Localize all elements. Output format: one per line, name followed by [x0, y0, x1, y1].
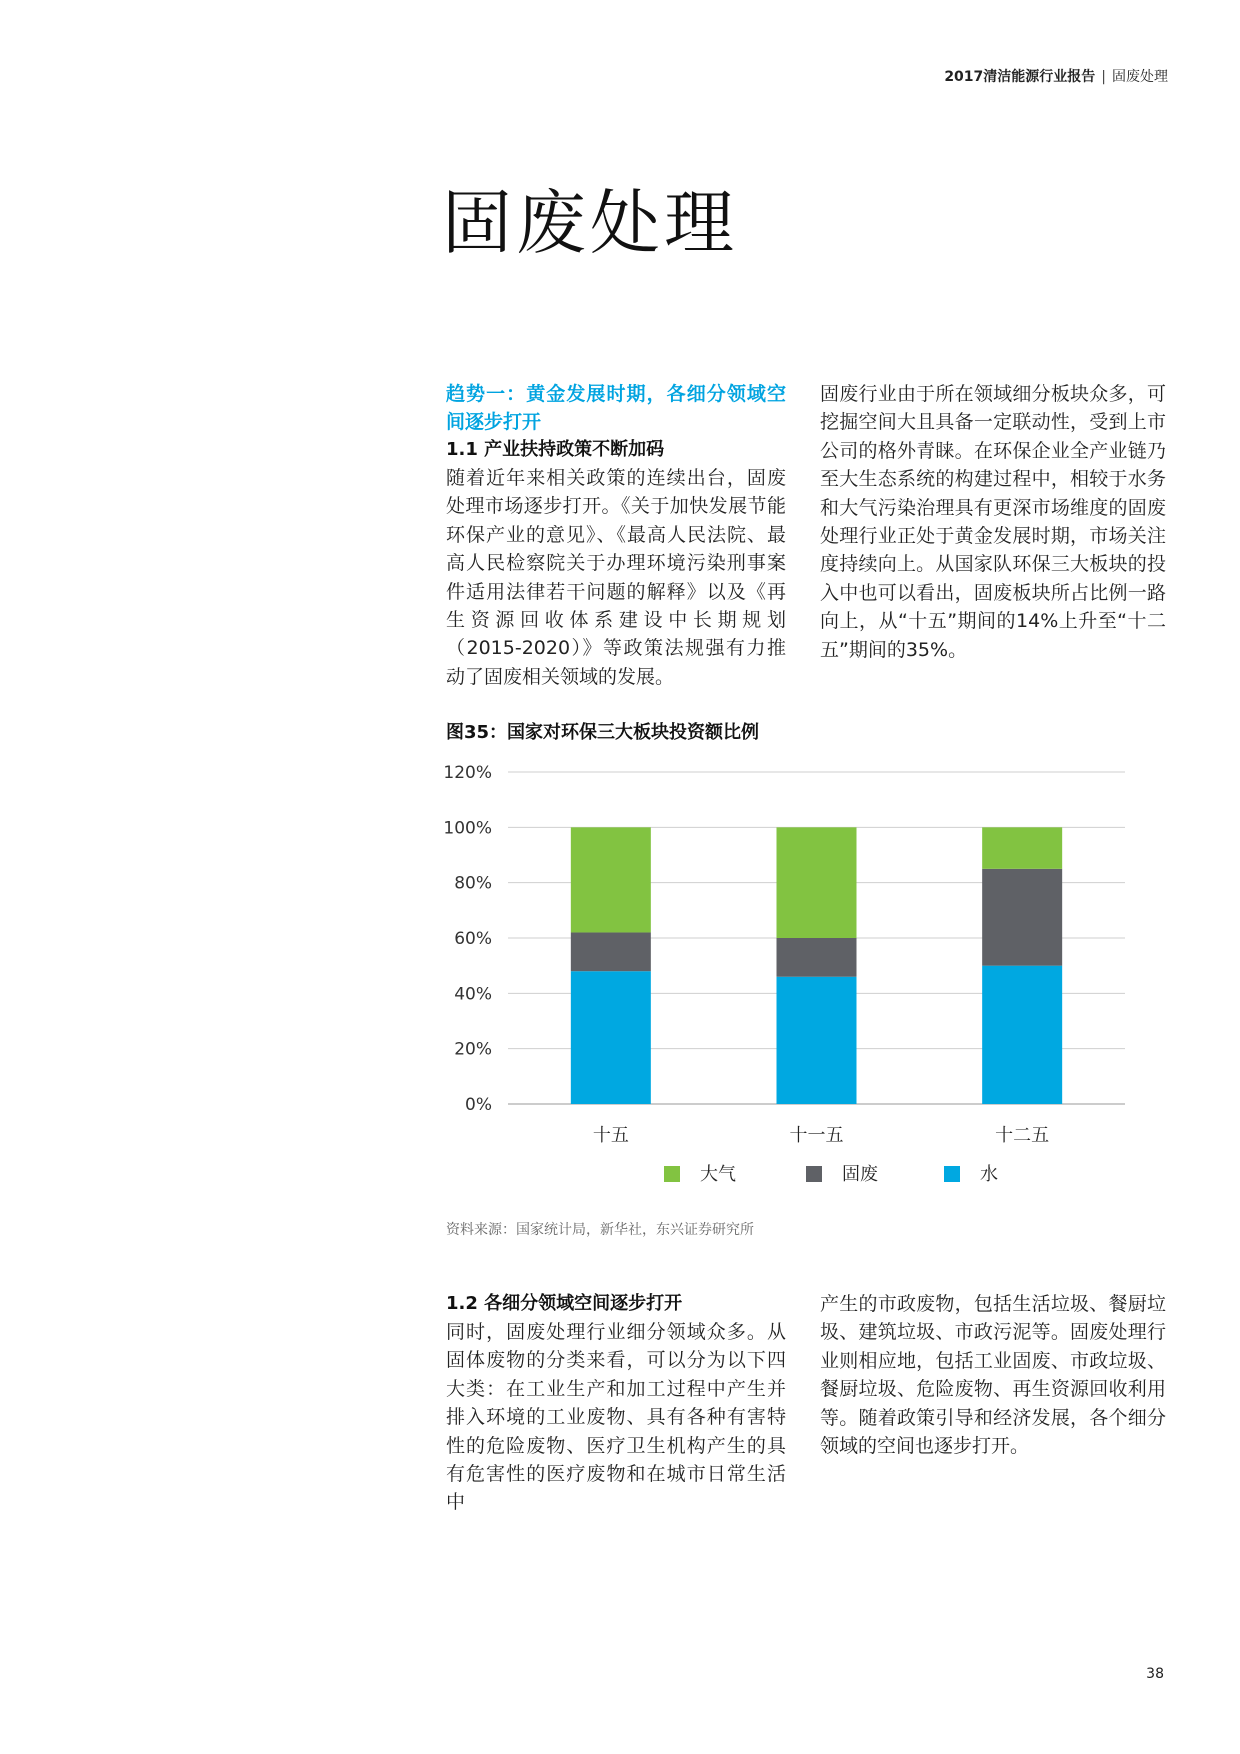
section2-paragraph-left: 同时，固废处理行业细分领域众多。从固体废物的分类来看，可以分为以下四大类：在工业生产和加工过程中产生并排入环境的工业废物、具有各种有害特性的危险废物、医疗卫生机构产生的具有危害性的医疗废物和在城市日常生活中 [446, 1321, 786, 1514]
figure-source: 资料来源：国家统计局，新华社，东兴证券研究所 [446, 1222, 754, 1238]
legend-swatch [944, 1166, 960, 1182]
section1-paragraph-left: 随着近年来相关政策的连续出台，固废处理市场逐步打开。《关于加快发展节能环保产业的意见》、《最高人民法院、最高人民检察院关于办理环境污染刑事案件适用法律若干问题的解释》以及《再生资源回收体系建设中长期规划（2015-2020）》等政策法规强有力推动了固废相关领域的发展。 [446, 467, 786, 688]
y-tick-label: 60% [454, 929, 492, 949]
header-separator: | [1101, 69, 1106, 85]
y-tick-label: 120% [443, 763, 492, 783]
legend-label: 水 [980, 1164, 998, 1185]
bar-segment [982, 869, 1062, 966]
trend-heading: 趋势一：黄金发展时期，各细分领域空间逐步打开 [446, 383, 786, 433]
bar-segment [982, 966, 1062, 1104]
section1-paragraph-right: 固废行业由于所在领域细分板块众多，可挖掘空间大且具备一定联动性，受到上市公司的格外青睐。在环保企业全产业链乃至大生态系统的构建过程中，相较于水务和大气污染治理具有更深市场维度的固废处理行业正处于黄金发展时期，市场关注度持续向上。从国家队环保三大板块的投入中也可以看出，固废板块所占比例一路向上，从“十五”期间的14%上升至“十二五”期间的35%。 [820, 383, 1166, 661]
legend-swatch [806, 1166, 822, 1182]
y-tick-label: 80% [454, 873, 492, 894]
section2-right-column [820, 1290, 1166, 1460]
y-tick-label: 40% [454, 984, 492, 1005]
running-header [944, 66, 1168, 86]
legend-label: 大气 [700, 1164, 736, 1185]
legend-label: 固废 [842, 1164, 878, 1185]
investment-ratio-chart [430, 752, 1150, 1212]
x-tick-label: 十一五 [789, 1125, 844, 1146]
page-title: 固废处理 [442, 182, 738, 264]
y-tick-label: 100% [443, 818, 492, 839]
section2-paragraph-right: 产生的市政废物，包括生活垃圾、餐厨垃圾、建筑垃圾、市政污泥等。固废处理行业则相应地，包括工业固废、市政垃圾、餐厨垃圾、危险废物、再生资源回收利用等。随着政策引导和经济发展，各个细分领域的空间也逐步打开。 [820, 1293, 1166, 1458]
section1-subtitle: 1.1 产业扶持政策不断加码 [446, 439, 665, 460]
figure-title: 图35：国家对环保三大板块投资额比例 [446, 722, 760, 743]
section1-right-column [820, 380, 1166, 664]
section2-subtitle: 1.2 各细分领域空间逐步打开 [446, 1293, 683, 1314]
bar-segment [777, 827, 857, 938]
y-tick-label: 20% [454, 1039, 492, 1060]
header-section: 固废处理 [1112, 69, 1168, 85]
section2-left-column [446, 1290, 786, 1517]
legend-swatch [664, 1166, 680, 1182]
bar-segment [982, 827, 1062, 869]
bar-segment [777, 977, 857, 1104]
bar-segment [571, 827, 651, 932]
page-number: 38 [1146, 1666, 1164, 1682]
y-tick-label: 0% [465, 1095, 492, 1115]
bar-segment [571, 932, 651, 971]
header-report-title: 2017清洁能源行业报告 [944, 69, 1096, 85]
bar-segment [777, 938, 857, 977]
x-tick-label: 十二五 [995, 1125, 1050, 1146]
section1-left-column [446, 380, 786, 691]
bar-segment [571, 971, 651, 1104]
x-tick-label: 十五 [592, 1125, 629, 1146]
